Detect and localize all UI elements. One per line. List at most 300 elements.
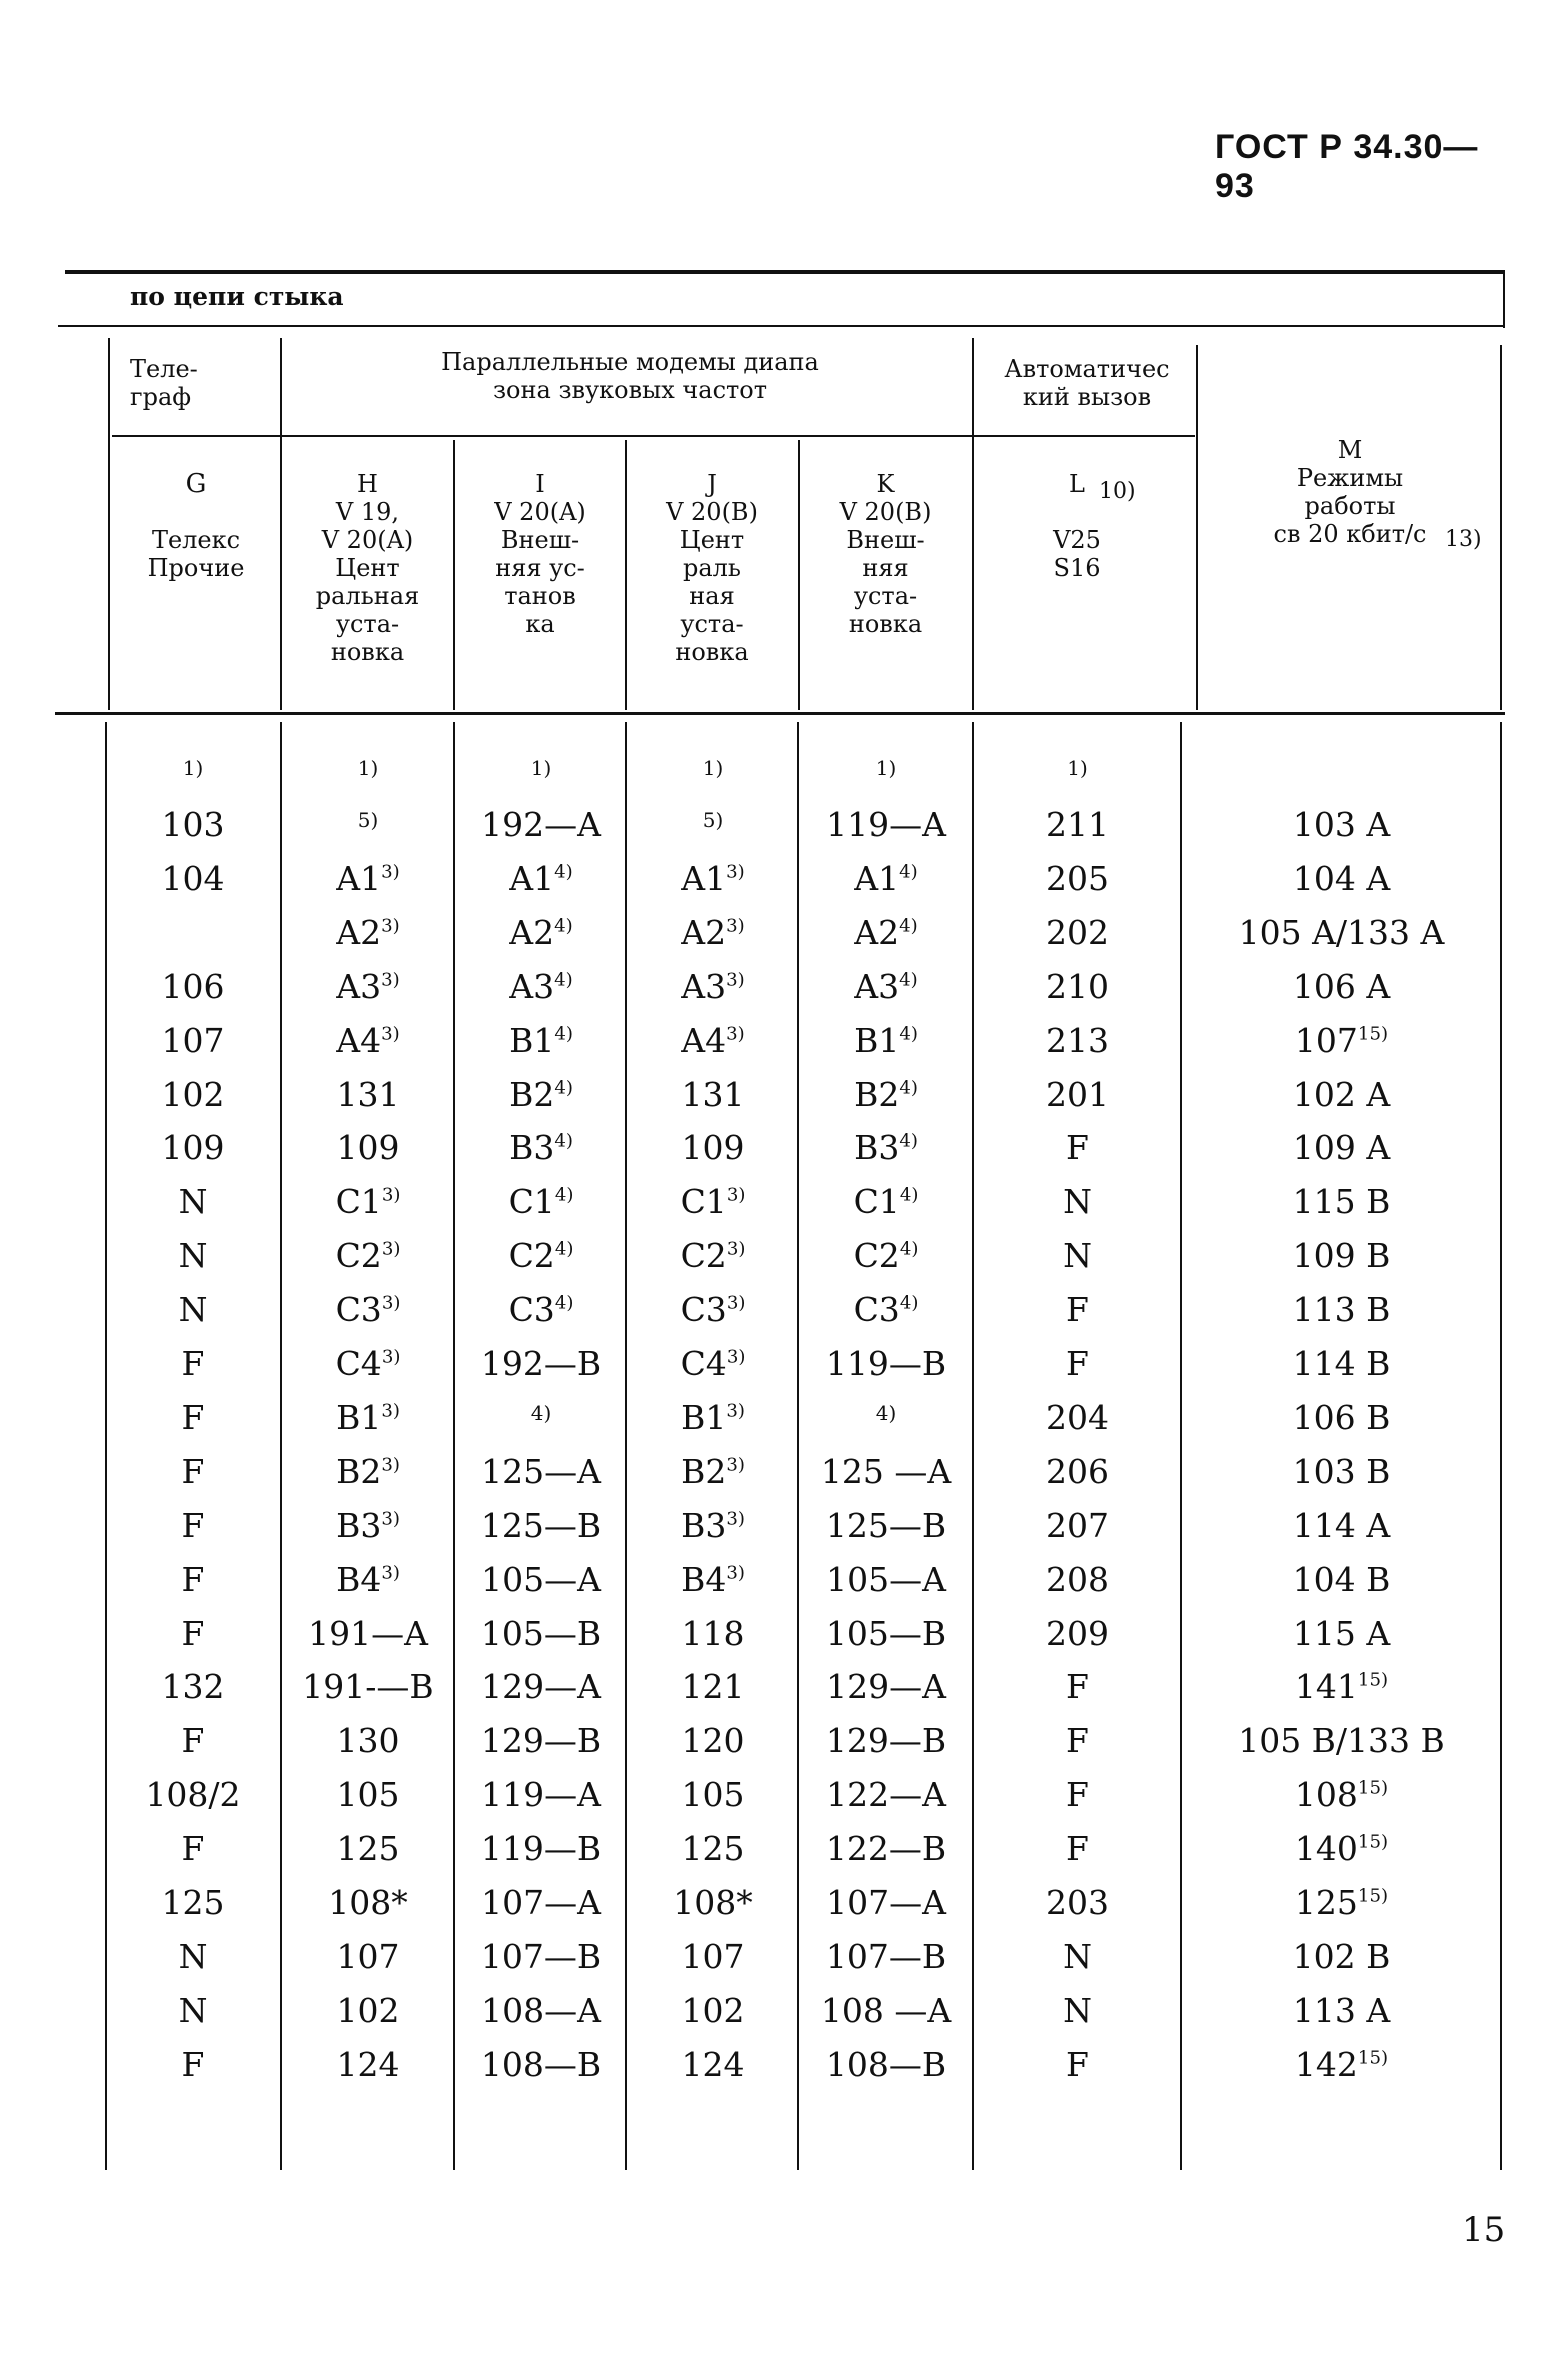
cell-value: C3: [680, 1290, 727, 1329]
table-cell: 103: [161, 805, 225, 844]
cell-value: A2: [336, 913, 382, 952]
table-cell: [283, 1021, 453, 1061]
column-header-line: ка: [525, 610, 555, 638]
table-cell: [800, 1236, 972, 1276]
table-cell: 108—B: [480, 2045, 602, 2084]
cell-value: A2: [681, 913, 727, 952]
table-cell: N: [178, 1182, 208, 1221]
subheader-rule: [58, 325, 1505, 327]
column-header-line: новка: [675, 638, 749, 666]
column-header-note: 13): [1445, 527, 1482, 552]
table-cell: 120: [681, 1721, 745, 1760]
table-cell: [456, 1290, 626, 1330]
cell-value: A3: [854, 967, 900, 1006]
table-cell: [456, 967, 626, 1007]
table-cell: 105 A/133 A: [1238, 913, 1445, 952]
table-cell: [800, 1021, 972, 1061]
cell-value: C2: [853, 1236, 900, 1275]
cell-footnote-ref: 3): [381, 1400, 400, 1422]
cell-value: A3: [336, 967, 382, 1006]
cell-value: B2: [681, 1452, 727, 1491]
table-cell: 129—A: [826, 1667, 946, 1706]
table-cell: 131: [336, 1075, 400, 1114]
cell-footnote-ref: 3): [381, 1454, 400, 1476]
group-header-autocall: Автоматичес кий вызов: [1004, 355, 1170, 411]
table-cell: [456, 1021, 626, 1061]
table-cell: [1183, 1021, 1500, 1061]
cell-value: C3: [508, 1290, 555, 1329]
header-bottom-rule: [55, 712, 1505, 715]
column-header-line: I: [535, 470, 545, 498]
col-divider: [105, 722, 107, 2170]
col-divider: [453, 722, 455, 2170]
table-cell: 129—B: [480, 1721, 602, 1760]
column-header-line: M: [1337, 436, 1363, 464]
cell-footnote-ref: 3): [381, 1562, 400, 1584]
column-header-line: раль: [683, 554, 741, 582]
table-cell: [628, 1021, 798, 1061]
table-cell: 206: [1046, 1452, 1109, 1491]
cell-footnote-ref: 3): [381, 1292, 401, 1314]
table-cell: 102: [161, 1075, 225, 1114]
cell-footnote-ref: 3): [381, 1023, 400, 1045]
table-cell: 103 A: [1292, 805, 1391, 844]
table-cell: N: [178, 1290, 208, 1329]
table-cell: 107: [161, 1021, 225, 1060]
cell-value: 142: [1294, 2045, 1358, 2084]
cell-footnote-ref: 3): [726, 1400, 745, 1422]
table-cell: 109 A: [1292, 1128, 1391, 1167]
table-cell: 107—B: [480, 1937, 602, 1976]
table-cell: 131: [681, 1075, 745, 1114]
table-cell: 122—A: [826, 1775, 946, 1814]
table-cell: 119—A: [826, 805, 946, 844]
column-header-line: ральная: [315, 582, 420, 610]
column-header-line: [112, 498, 280, 526]
cell-footnote-ref: 4): [899, 861, 918, 883]
table-cell: [800, 859, 972, 899]
footnote-marker: 1): [1067, 756, 1088, 780]
table-cell: 129—B: [825, 1721, 947, 1760]
table-cell: 102: [336, 1991, 400, 2030]
cell-footnote-ref: 15): [1357, 1777, 1389, 1799]
table-cell: [283, 1452, 453, 1492]
table-cell: 113 A: [1292, 1991, 1391, 2030]
table-cell: [628, 1236, 798, 1276]
table-cell: F: [181, 1829, 205, 1868]
table-cell: [800, 1128, 972, 1168]
table-cell: [283, 1236, 453, 1276]
cell-value: C2: [680, 1236, 727, 1275]
table-cell: 107—B: [825, 1937, 947, 1976]
cell-footnote-ref: 3): [381, 1238, 401, 1260]
table-cell: [456, 913, 626, 953]
col-divider: [280, 722, 282, 2170]
table-cell: 4): [875, 1401, 897, 1425]
cell-footnote-ref: 3): [726, 1023, 745, 1045]
table-cell: 121: [681, 1667, 745, 1706]
cell-footnote-ref: 4): [554, 1077, 573, 1099]
column-header-line: Телекс: [151, 526, 241, 554]
column-header-note: 10): [1099, 479, 1136, 504]
table-cell: [456, 859, 626, 899]
table-cell: [1183, 1667, 1500, 1707]
cell-footnote-ref: 3): [726, 1292, 746, 1314]
table-cell: N: [178, 1236, 208, 1275]
cell-footnote-ref: 3): [381, 915, 400, 937]
cell-footnote-ref: 15): [1357, 1023, 1389, 1045]
table-cell: [628, 1182, 798, 1222]
table-cell: [1183, 1829, 1500, 1869]
table-cell: [628, 913, 798, 953]
cell-footnote-ref: 3): [726, 1184, 746, 1206]
column-header-line: H: [357, 470, 378, 498]
table-cell: 5): [702, 808, 724, 832]
table-cell: 104 A: [1292, 859, 1391, 898]
table-cell: 105—B: [480, 1614, 602, 1653]
table-cell: 210: [1046, 967, 1109, 1006]
column-header-line: V 20(B): [839, 498, 932, 526]
column-header-H: [282, 470, 453, 666]
cell-footnote-ref: 3): [726, 915, 745, 937]
table-cell: [628, 967, 798, 1007]
table-cell: [800, 1182, 972, 1222]
table-cell: [283, 1344, 453, 1384]
table-cell: 201: [1046, 1075, 1109, 1114]
table-cell: 209: [1046, 1614, 1109, 1653]
table-cell: 115 A: [1292, 1614, 1391, 1653]
col-divider: [1180, 722, 1182, 2170]
table-cell: 108*: [673, 1883, 753, 1922]
col-divider: [1196, 345, 1198, 710]
cell-value: B3: [509, 1128, 555, 1167]
cell-value: C2: [335, 1236, 382, 1275]
cell-value: C3: [335, 1290, 382, 1329]
cell-value: A2: [854, 913, 900, 952]
cell-value: C4: [680, 1344, 727, 1383]
cell-value: A3: [509, 967, 555, 1006]
cell-value: A1: [681, 859, 727, 898]
column-header-line: работы: [1304, 492, 1396, 520]
table-cell: 108—B: [825, 2045, 947, 2084]
table-cell: [283, 1506, 453, 1546]
column-header-line: ная: [689, 582, 735, 610]
cell-footnote-ref: 3): [726, 969, 745, 991]
table-cell: 129—A: [481, 1667, 601, 1706]
column-header-line: Режимы: [1296, 464, 1404, 492]
table-cell: 205: [1046, 859, 1109, 898]
table-cell: 125—B: [480, 1506, 602, 1545]
cell-value: 140: [1294, 1829, 1358, 1868]
column-header-line: V 20(A): [321, 526, 414, 554]
column-header-line: уста-: [335, 610, 400, 638]
footnote-marker: 1): [875, 756, 897, 780]
table-cell: 107: [336, 1937, 400, 1976]
table-cell: [628, 1560, 798, 1600]
table-cell: N: [178, 1991, 208, 2030]
table-cell: 124: [336, 2045, 400, 2084]
table-cell: [800, 1290, 972, 1330]
table-cell: 125—B: [825, 1506, 947, 1545]
column-header-line: Цент: [679, 526, 745, 554]
table-cell: 106 A: [1292, 967, 1391, 1006]
column-header-line: V 20(B): [666, 498, 758, 526]
column-header-line: Цент: [335, 554, 400, 582]
column-header-line: [974, 498, 1180, 526]
table-cell: [108, 913, 278, 953]
table-cell: 102 A: [1292, 1075, 1391, 1114]
cell-footnote-ref: 4): [554, 1023, 573, 1045]
table-cell: [628, 859, 798, 899]
table-cell: 125 —A: [820, 1452, 952, 1491]
table-cell: [800, 967, 972, 1007]
table-cell: 203: [1046, 1883, 1109, 1922]
table-cell: 108—A: [481, 1991, 601, 2030]
cell-footnote-ref: 4): [899, 1077, 918, 1099]
table-cell: 102: [681, 1991, 745, 2030]
column-header-line: няя ус-: [495, 554, 585, 582]
cell-footnote-ref: 4): [554, 1292, 574, 1314]
column-header-line: Прочие: [147, 554, 245, 582]
table-cell: 202: [1046, 913, 1109, 952]
table-cell: 108 —A: [820, 1991, 952, 2030]
table-cell: 105—A: [481, 1560, 601, 1599]
cell-footnote-ref: 15): [1357, 1669, 1389, 1691]
cell-footnote-ref: 15): [1357, 1831, 1389, 1853]
table-cell: 105—B: [825, 1614, 947, 1653]
table-cell: F: [1066, 1667, 1089, 1706]
table-cell: 125: [161, 1883, 225, 1922]
table-cell: 118: [681, 1614, 745, 1653]
col-divider: [1500, 722, 1502, 2170]
cell-footnote-ref: 3): [726, 1454, 745, 1476]
table-cell: 102 B: [1292, 1937, 1391, 1976]
table-cell: [456, 1128, 626, 1168]
cell-value: B1: [854, 1021, 900, 1060]
cell-value: A2: [509, 913, 555, 952]
table-cell: [1183, 2045, 1500, 2085]
group-header-telegraph: Теле- граф: [130, 355, 198, 411]
cell-footnote-ref: 3): [381, 1184, 401, 1206]
table-cell: 115 B: [1292, 1182, 1391, 1221]
table-cell: 125: [336, 1829, 400, 1868]
table-cell: 124: [681, 2045, 745, 2084]
table-cell: 107—A: [481, 1883, 601, 1922]
footnote-marker: 1): [357, 756, 379, 780]
table-cell: 114 B: [1292, 1344, 1391, 1383]
table-cell: N: [1063, 1991, 1092, 2030]
table-cell: 191—A: [308, 1614, 428, 1653]
table-cell: [628, 1344, 798, 1384]
cell-value: B2: [336, 1452, 382, 1491]
table-cell: 192—A: [481, 805, 601, 844]
table-cell: F: [1066, 1128, 1089, 1167]
group-header-parallel: Параллельные модемы диапа зона звуковых частот: [441, 348, 819, 404]
table-cell: 107—A: [826, 1883, 946, 1922]
table-top-rule: [65, 270, 1505, 274]
table-cell: [283, 1398, 453, 1438]
table-cell: 4): [530, 1401, 552, 1425]
cell-value: B1: [681, 1398, 727, 1437]
cell-footnote-ref: 3): [381, 1508, 400, 1530]
cell-footnote-ref: 3): [726, 1508, 745, 1530]
column-header-line: уста-: [853, 582, 918, 610]
cell-footnote-ref: 4): [554, 915, 573, 937]
table-cell: 119—A: [481, 1775, 601, 1814]
table-cell: 207: [1046, 1506, 1109, 1545]
table-cell: [283, 1290, 453, 1330]
table-cell: 130: [336, 1721, 400, 1760]
cell-value: A4: [336, 1021, 382, 1060]
column-header-line: J: [707, 470, 717, 498]
cell-footnote-ref: 4): [899, 1184, 919, 1206]
table-cell: [1183, 1775, 1500, 1815]
column-header-line: L: [1069, 470, 1085, 498]
cell-value: A1: [509, 859, 555, 898]
cell-footnote-ref: 3): [381, 969, 400, 991]
column-header-line: няя: [862, 554, 909, 582]
table-cell: 106 B: [1292, 1398, 1391, 1437]
cell-value: C1: [853, 1182, 900, 1221]
table-cell: F: [1066, 1829, 1089, 1868]
table-cell: N: [1063, 1236, 1092, 1275]
cell-footnote-ref: 15): [1357, 1885, 1389, 1907]
table-cell: F: [181, 1506, 205, 1545]
table-cell: N: [1063, 1937, 1092, 1976]
table-cell: 119—B: [825, 1344, 947, 1383]
column-header-I: [455, 470, 625, 638]
table-cell: 125: [681, 1829, 745, 1868]
cell-value: B1: [336, 1398, 382, 1437]
table-cell: 114 A: [1292, 1506, 1391, 1545]
cell-value: B4: [336, 1560, 382, 1599]
column-header-line: св 20 кбит/с: [1273, 520, 1427, 548]
cell-footnote-ref: 4): [554, 1184, 574, 1206]
table-cell: [800, 913, 972, 953]
column-header-line: V 20(A): [494, 498, 586, 526]
table-cell: 108/2: [145, 1775, 241, 1814]
table-cell: N: [178, 1937, 208, 1976]
table-cell: [283, 859, 453, 899]
table-cell: 125—A: [481, 1452, 601, 1491]
table-cell: 105: [336, 1775, 400, 1814]
cell-value: A3: [681, 967, 727, 1006]
table-cell: 113 B: [1292, 1290, 1391, 1329]
table-cell: 191-—B: [302, 1667, 434, 1706]
cell-footnote-ref: 4): [899, 1292, 919, 1314]
table-cell: [283, 1560, 453, 1600]
column-header-line: G: [185, 469, 207, 499]
table-cell: 104: [161, 859, 225, 898]
column-header-line: V25: [1053, 526, 1101, 554]
cell-footnote-ref: 3): [726, 1346, 746, 1368]
cell-value: C3: [853, 1290, 900, 1329]
table-cell: 109: [336, 1128, 400, 1167]
cell-value: C4: [335, 1344, 382, 1383]
table-cell: F: [181, 1452, 205, 1491]
table-cell: 192—B: [480, 1344, 602, 1383]
table-cell: 119—B: [480, 1829, 602, 1868]
table-cell: F: [1066, 1290, 1089, 1329]
table-cell: 109: [681, 1128, 745, 1167]
table-cell: [628, 1398, 798, 1438]
column-header-line: Внеш-: [846, 526, 925, 554]
cell-value: 107: [1294, 1021, 1358, 1060]
cell-value: C1: [508, 1182, 555, 1221]
table-cell: 211: [1046, 805, 1109, 844]
column-header-line: K: [876, 470, 895, 498]
column-header-L: [974, 470, 1180, 582]
cell-value: C1: [680, 1182, 727, 1221]
column-header-line: S16: [1053, 554, 1101, 582]
column-header-M: [1200, 436, 1500, 552]
column-header-line: Внеш-: [500, 526, 580, 554]
column-header-line: танов: [504, 582, 576, 610]
col-divider: [972, 722, 974, 2170]
table-cell: 104 B: [1292, 1560, 1391, 1599]
cell-footnote-ref: 4): [899, 1130, 918, 1152]
cell-value: B1: [509, 1021, 555, 1060]
table-cell: [628, 1290, 798, 1330]
cell-value: C1: [335, 1182, 382, 1221]
table-cell: 108*: [328, 1883, 408, 1922]
cell-footnote-ref: 3): [726, 1238, 746, 1260]
right-edge-top: [1503, 270, 1505, 328]
table-cell: F: [1066, 2045, 1089, 2084]
table-cell: F: [181, 1721, 205, 1760]
column-header-J: [627, 470, 797, 666]
table-cell: 213: [1046, 1021, 1109, 1060]
table-cell: 109 B: [1292, 1236, 1391, 1275]
cell-value: B4: [681, 1560, 727, 1599]
table-cell: 122—B: [825, 1829, 947, 1868]
table-cell: [283, 1182, 453, 1222]
column-header-line: уста-: [680, 610, 744, 638]
cell-value: 141: [1294, 1667, 1358, 1706]
table-cell: F: [1066, 1721, 1089, 1760]
table-cell: F: [1066, 1344, 1089, 1383]
table-cell: F: [181, 1560, 205, 1599]
cell-footnote-ref: 4): [554, 861, 573, 883]
cell-footnote-ref: 15): [1357, 2047, 1389, 2069]
footnote-marker: 1): [530, 756, 552, 780]
table-cell: [628, 1506, 798, 1546]
cell-footnote-ref: 4): [554, 1130, 573, 1152]
table-cell: [456, 1075, 626, 1115]
table-cell: 105—A: [826, 1560, 946, 1599]
page-number: 15: [1462, 2210, 1506, 2250]
cell-value: A1: [336, 859, 382, 898]
table-cell: N: [1063, 1182, 1092, 1221]
table-cell: [456, 1236, 626, 1276]
table-cell: 105: [681, 1775, 745, 1814]
cell-footnote-ref: 3): [726, 861, 745, 883]
cell-value: 108: [1294, 1775, 1358, 1814]
table-cell: [800, 1075, 972, 1115]
cell-footnote-ref: 3): [726, 1562, 745, 1584]
cell-value: A1: [854, 859, 900, 898]
cell-footnote-ref: 4): [899, 1023, 918, 1045]
table-cell: 107: [681, 1937, 745, 1976]
cell-footnote-ref: 4): [554, 1238, 574, 1260]
column-header-line: новка: [330, 638, 405, 666]
cell-value: 125: [1294, 1883, 1358, 1922]
table-cell: 208: [1046, 1560, 1109, 1599]
table-cell: F: [181, 1344, 205, 1383]
footnote-marker: 1): [702, 756, 724, 780]
table-cell: 204: [1046, 1398, 1109, 1437]
cell-footnote-ref: 4): [899, 969, 918, 991]
